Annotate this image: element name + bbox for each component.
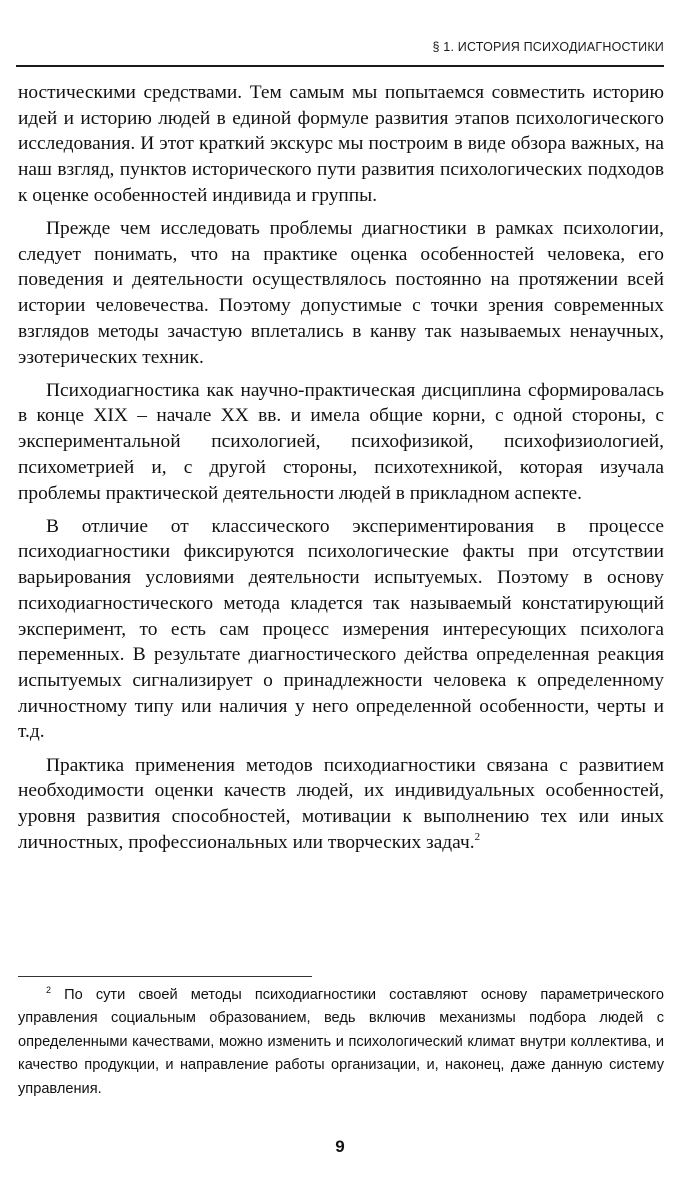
page-number: 9	[335, 1137, 345, 1156]
running-header: § 1. ИСТОРИЯ ПСИХОДИАГНОСТИКИ	[432, 40, 664, 54]
footnote-separator	[18, 976, 312, 977]
main-text	[18, 80, 664, 863]
paragraph-2: Прежде чем исследовать проблемы диагностики в рамках психологии, следует понимать, что на практике оценка особенностей человека, его поведения и деятельности осуществлялось постоянно на протяжении всей истории человечества. Поэтому допустимые с точки зрения современных взглядов методы зачастую вплетались в канву так называемых ненаучных, эзотерических техник.	[18, 218, 664, 368]
footnote	[18, 984, 664, 1101]
footnote-reference: 2	[474, 830, 481, 843]
footnote-marker: 2	[46, 985, 52, 995]
paragraph-1: ностическими средствами. Тем самым мы попытаемся совместить историю идей и историю людей в единой формуле развития этапов психологического исследования. И этот краткий экскурс мы построим в виде обзора важных, на наш взгляд, пунктов исторического пути развития психологических подходов к оценке особенностей индивида и группы.	[18, 82, 664, 206]
paragraph-5	[18, 753, 664, 856]
header-rule	[16, 65, 664, 67]
paragraph-4: В отличие от классического экспериментирования в процессе психодиагностики фиксируются психологические факты при отсутствии варьирования условиями деятельности испытуемых. Поэтому в основу психодиагностического метода кладется так называемый констатирующий эксперимент, то есть сам процесс измерения интересующих психолога переменных. В результате диагностического действа определенная реакция испытуемых сигнализирует о принадлежности человека к определенному личностному типу или наличия у него определенной особенности, черты и т.д.	[18, 515, 664, 743]
paragraph-5-text: Практика применения методов психодиагностики связана с развитием необходимости оценки качеств людей, их индивидуальных особенностей, уровня развития способностей, мотивации к выполнению тех или иных личностных, профессиональных или творческих задач.	[18, 754, 664, 853]
footnote-text: По сути своей методы психодиагностики составляют основу параметрического управления социальным образованием, ведь включив механизмы подбора людей с определенными качествами, можно изменить и психологический климат внутри коллектива, и качество продукции, и направление работы организации, и, наконец, даже данную систему управления.	[18, 987, 664, 1097]
paragraph-3: Психодиагностика как научно-практическая дисциплина сформировалась в конце XIX – начале XX вв. и имела общие корни, с одной стороны, с экспериментальной психологией, психофизикой, психофизиологией, психометрией и, с другой стороны, психотехникой, которая изучала проблемы практической деятельности людей в прикладном аспекте.	[18, 379, 664, 504]
